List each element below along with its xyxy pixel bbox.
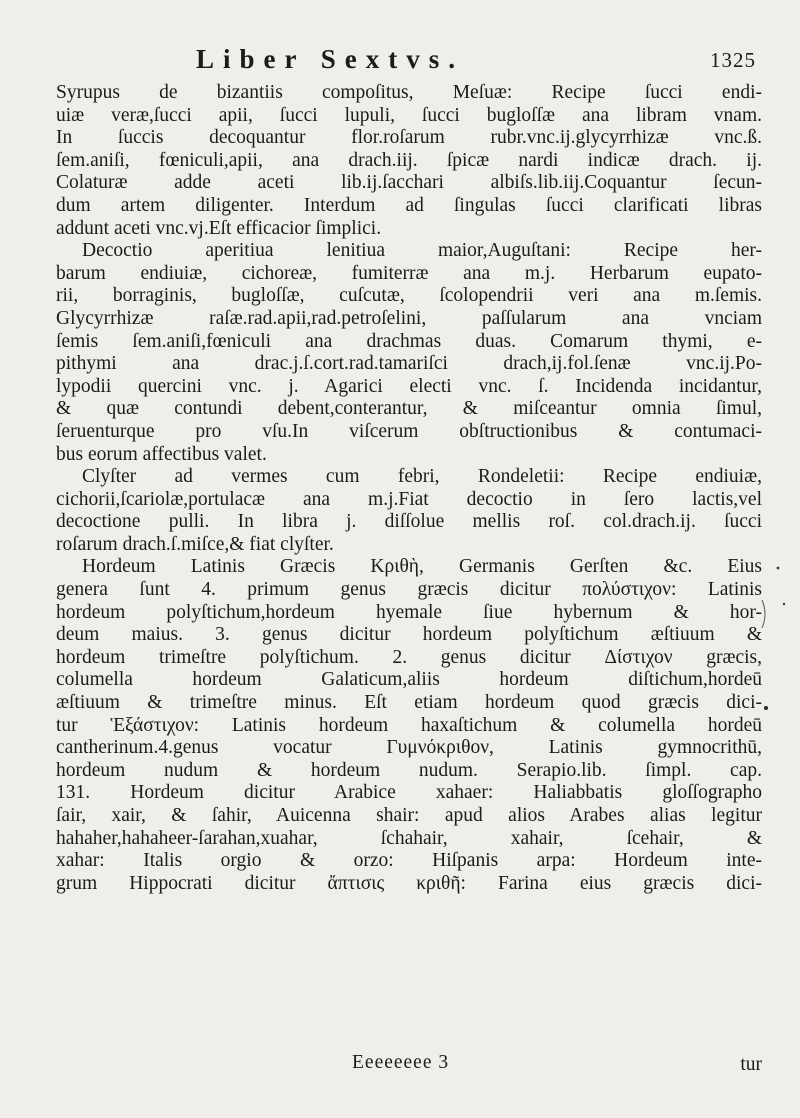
text-line: bus eorum affectibus valet. xyxy=(56,443,267,465)
body-text xyxy=(56,82,762,895)
text-line: cantherinum.4.genus vocatur Γυμνόκριθον, Latinis gymnocrithū, xyxy=(56,737,762,759)
text-line: Clyſter ad vermes cum febri, Rondeletii: Recipe endiuiæ, xyxy=(82,466,762,488)
page-footer xyxy=(56,1052,762,1078)
text-line: roſarum drach.ſ.miſce,& fiat clyſter. xyxy=(56,533,334,555)
text-line: ſem.aniſi, fœniculi,apii, ana drach.iij. ſpicæ nardi indicæ drach. ij. xyxy=(56,149,762,171)
text-line: Decoctio aperitiua lenitiua maior,Auguſtani: Recipe her- xyxy=(82,240,762,262)
text-line: genera ſunt 4. primum genus græcis dicitur πολύστιχον: Latinis xyxy=(56,579,762,601)
margin-specks xyxy=(760,560,800,720)
text-line: deum maius. 3. genus dicitur hordeum polyſtichum æſtiuum & xyxy=(56,624,762,646)
text-line: 131. Hordeum dicitur Arabice xahaer: Haliabbatis gloſſographo xyxy=(56,782,762,804)
text-line: hordeum nudum & hordeum nudum. Serapio.lib. ſimpl. cap. xyxy=(56,759,762,781)
text-line: tur Ἑξάστιχον: Latinis hordeum haxaſtichum & columella hordeū xyxy=(56,714,762,736)
text-line: Colaturæ adde aceti lib.ij.ſacchari albiſs.lib.iij.Coquantur ſecun- xyxy=(56,172,762,194)
text-line: & quæ contundi debent,conterantur, & miſceantur omnia ſimul, xyxy=(56,398,762,420)
text-line: uiæ veræ,ſucci apii, ſucci lupuli, ſucci bugloſſæ ana libram vnam. xyxy=(56,104,762,126)
text-line: ſair, xair, & ſahir, Auicenna shair: apud alios Arabes alias legitur xyxy=(56,805,762,826)
catchword: tur xyxy=(740,1054,762,1075)
page-number: 1325 xyxy=(710,48,756,72)
text-line: ſemis ſem.aniſi,fœniculi ana drachmas duas. Comarum thymi, e- xyxy=(56,330,762,352)
text-line: pithymi ana drac.j.ſ.cort.rad.tamariſci drach,ij.fol.ſenæ vnc.ij.Po- xyxy=(56,353,762,375)
text-line: hordeum trimeſtre polyſtichum. 2. genus dicitur Δίστιχον græcis, xyxy=(56,646,762,668)
text-line: lypodii quercini vnc. j. Agarici electi vnc. ſ. Incidenda incidantur, xyxy=(56,375,762,397)
text-line: æſtiuum & trimeſtre minus. Eſt etiam hordeum quod græcis dici- xyxy=(56,692,762,714)
text-line: rii, borraginis, bugloſſæ, cuſcutæ, ſcolopendrii veri ana m.ſemis. xyxy=(56,285,762,307)
text-line: ſeruenturque pro vſu.In viſcerum obſtructionibus & contumaci- xyxy=(56,420,762,442)
text-line: dum artem diligenter. Interdum ad ſingulas ſucci clarificati libras xyxy=(56,194,762,216)
text-line: hordeum polyſtichum,hordeum hyemale ſiue hybernum & hor- xyxy=(56,601,762,623)
signature-mark: Eeeeeeee 3 xyxy=(352,1052,450,1073)
text-line: Hordeum Latinis Græcis Κριθὴ, Germanis Gerſten &c. Eius xyxy=(82,556,762,578)
page-header xyxy=(196,44,756,84)
text-line: Syrupus de bizantiis compoſitus, Meſuæ: Recipe ſucci endi- xyxy=(56,82,762,103)
text-line: hahaher,hahaheer-ſarahan,xuahar, ſchahair, xahair, ſcehair, & xyxy=(56,827,762,849)
text-line: xahar: Italis orgio & orzo: Hiſpanis arpa: Hordeum inte- xyxy=(56,850,762,872)
text-line: Glycyrrhizæ raſæ.rad.apii,rad.petroſelini, paſſularum ana vnciam xyxy=(56,307,762,329)
text-line: cichorii,ſcariolæ,portulacæ ana m.j.Fiat decoctio in ſero lactis,vel xyxy=(56,488,762,510)
text-line: columella hordeum Galaticum,aliis hordeum diſtichum,hordeū xyxy=(56,669,762,691)
text-line: addunt aceti vnc.vj.Eſt efficacior ſimplici. xyxy=(56,217,382,239)
running-head: Liber Sextvs. xyxy=(196,44,465,74)
text-line: grum Hippocrati dicitur ἄπτισις κριθῆ: Farina eius græcis dici- xyxy=(56,872,762,894)
text-line: barum endiuiæ, cichoreæ, fumiterræ ana m.j. Herbarum eupato- xyxy=(56,262,762,284)
text-line: decoctione pulli. In libra j. diſſolue mellis roſ. col.drach.ij. ſucci xyxy=(56,511,762,533)
text-line: In ſuccis decoquantur flor.roſarum rubr.vnc.ij.glycyrrhizæ vnc.ß. xyxy=(56,127,762,149)
